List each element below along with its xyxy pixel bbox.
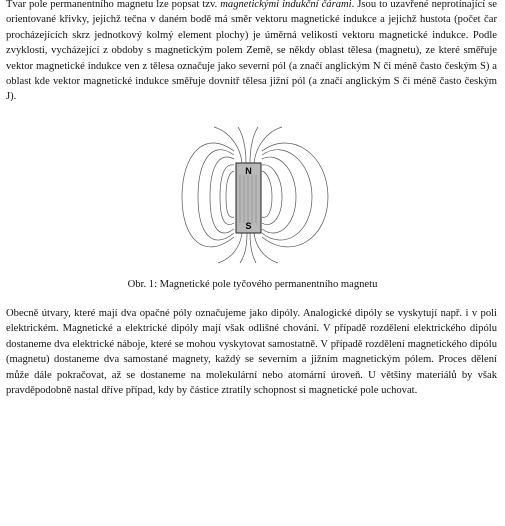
magnetic-field-diagram (180, 125, 330, 265)
field-line (250, 127, 258, 163)
field-line (210, 157, 234, 233)
field-line (198, 150, 234, 240)
field-line (262, 157, 296, 233)
field-line (262, 150, 312, 240)
paragraph-dipoles: Obecně útvary, které mají dva opačné póly označujeme jako dipóly. Analogické dipóly se vyskytují např. i v poli elektrickém. Magnetické a elektrické dipóly mají však odlišné chování. V případě rozdělení elektrického dipólu dostaneme dva elektrické náboje, které se mohou vyskytovat samostatně. V případě rozdělení magnetického dipólu (magnetu) dostaneme dva samostané magnety, každý se severním a jižním magnetickým pólem. Proces dělení může dále pokračovat, až se dostaneme na molekulární nebo atomární úroveň. U většiny materiálů by však pravděpodobně nastal dříve případ, kdy by částice ztratily schopnost si magnetické pole uchovat. (6, 308, 497, 397)
paragraph-magnetic-field (6, 0, 497, 105)
south-pole-label: S (245, 221, 252, 231)
field-line (214, 127, 242, 163)
figure-caption: Obr. 1: Magnetické pole tyčového permanentního magnetu (127, 279, 378, 290)
italic-term: magnetickými indukční čárami (220, 0, 352, 10)
bar-magnet-figure (180, 125, 330, 265)
field-line (262, 171, 272, 217)
field-line (220, 165, 234, 225)
field-line (254, 127, 282, 163)
north-pole-label: N (245, 166, 252, 176)
field-line (218, 233, 242, 263)
paragraph1-body: . Jsou to uzavřené neprotínající se orientované křivky, jejichž tečna v daném bodě má směr vektoru magnetické indukce a jejichž hustota (počet čar procházejících skrz jednotkový kolmý element plochy) je úměrná velikosti vektoru magnetické indukce. Podle zvyklosti, vycházející z obdoby s magnetickým polem Země, se někdy oblast tělesa (magnetu), ze které směřuje vektor magnetické indukce ven z tělesa označuje jako severní pól (a značí anglickým N či méně často českým S) a oblast kde vektor magnetické indukce směřuje dovnitř tělesa jižní pól (a značí anglickým S či méně často českým J). (6, 0, 498, 103)
field-line (238, 127, 246, 163)
field-line (226, 171, 234, 217)
field-line (254, 233, 278, 263)
paragraph1-intro: Tvar pole permanentního magnetu lze popsat tzv. (6, 0, 221, 10)
